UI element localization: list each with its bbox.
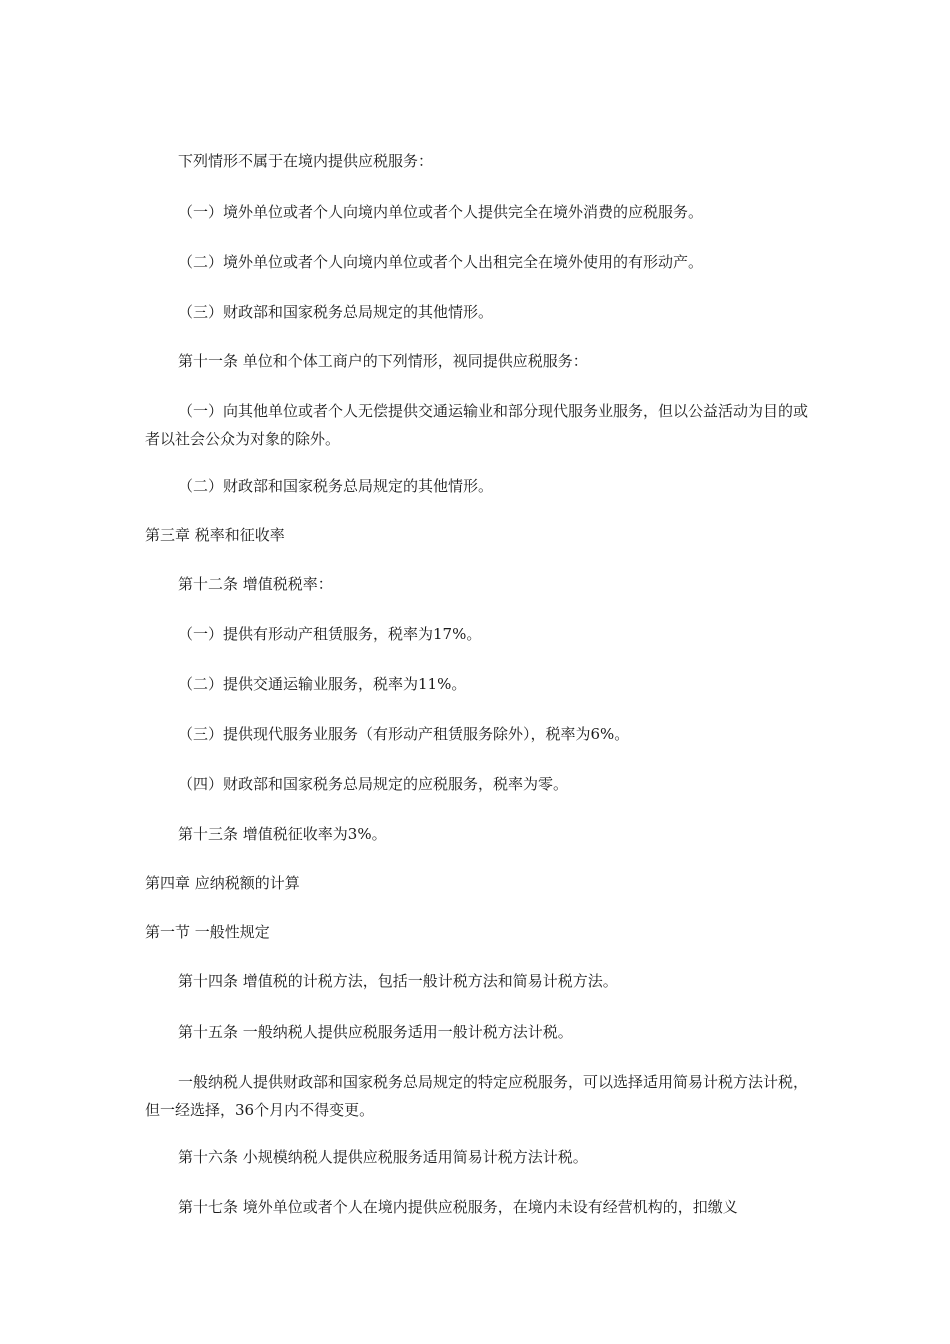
paragraph: （三）财政部和国家税务总局规定的其他情形。	[178, 303, 494, 321]
article-heading: 第十二条 增值税税率：	[178, 575, 333, 593]
article-heading: 第十一条 单位和个体工商户的下列情形，视同提供应税服务：	[178, 352, 588, 370]
paragraph: （二）财政部和国家税务总局规定的其他情形。	[178, 477, 494, 495]
paragraph: 一般纳税人提供财政部和国家税务总局规定的特定应税服务，可以选择适用简易计税方法计税，但一经选择，36个月内不得变更。	[145, 1073, 809, 1119]
paragraph: （二）境外单位或者个人向境内单位或者个人出租完全在境外使用的有形动产。	[178, 253, 704, 271]
paragraph: （三）提供现代服务业服务（有形动产租赁服务除外），税率为6%。	[178, 725, 630, 743]
article-heading: 第十七条 境外单位或者个人在境内提供应税服务，在境内未设有经营机构的，扣缴义	[178, 1198, 738, 1216]
article-heading: 第十三条 增值税征收率为3%。	[178, 825, 387, 843]
article-heading: 第十五条 一般纳税人提供应税服务适用一般计税方法计税。	[178, 1023, 573, 1041]
paragraph: （二）提供交通运输业服务，税率为11%。	[178, 675, 467, 693]
paragraph: （一）境外单位或者个人向境内单位或者个人提供完全在境外消费的应税服务。	[178, 203, 704, 221]
article-heading: 第十四条 增值税的计税方法，包括一般计税方法和简易计税方法。	[178, 972, 618, 990]
section-heading: 第一节 一般性规定	[145, 923, 270, 941]
chapter-heading: 第三章 税率和征收率	[145, 526, 285, 544]
paragraph: （一）提供有形动产租赁服务，税率为17%。	[178, 625, 482, 643]
chapter-heading: 第四章 应纳税额的计算	[145, 874, 300, 892]
paragraph: （一）向其他单位或者个人无偿提供交通运输业和部分现代服务业服务，但以公益活动为目的或者以社会公众为对象的除外。	[145, 402, 809, 448]
article-heading: 第十六条 小规模纳税人提供应税服务适用简易计税方法计税。	[178, 1148, 588, 1166]
paragraph: （四）财政部和国家税务总局规定的应税服务，税率为零。	[178, 775, 569, 793]
paragraph: 下列情形不属于在境内提供应税服务：	[178, 152, 434, 170]
